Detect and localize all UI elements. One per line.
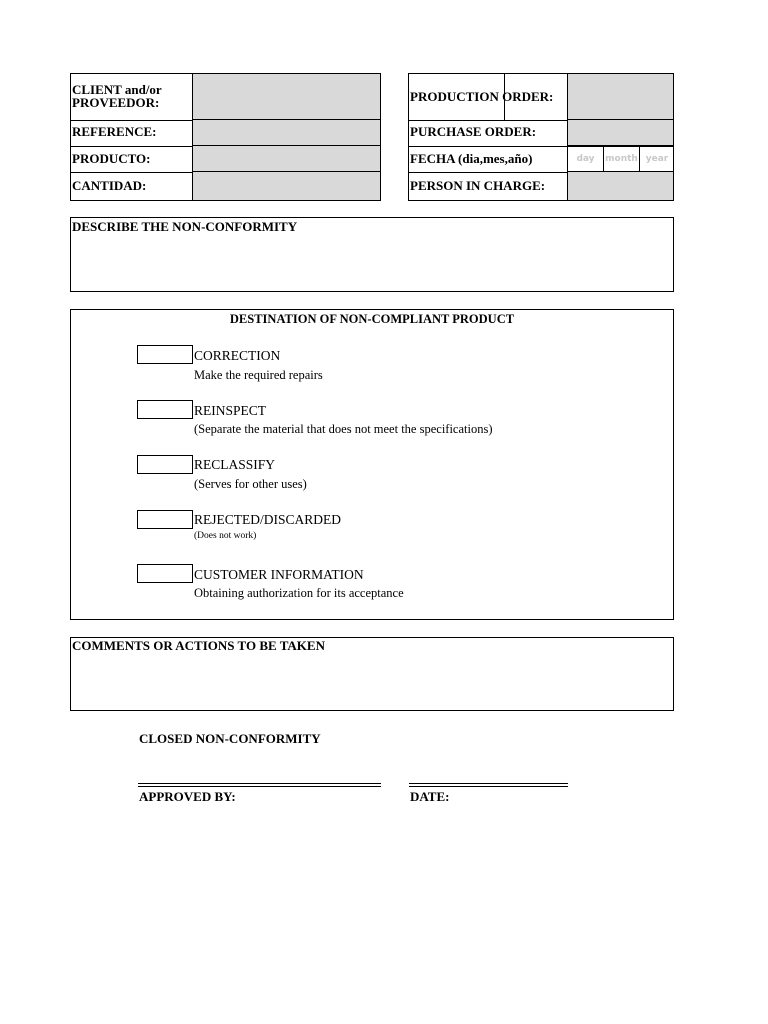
client-proveedor-label: CLIENT and/or PROVEEDOR:: [72, 82, 162, 110]
purchase-order-label: PURCHASE ORDER:: [410, 124, 537, 139]
customer-information-checkbox[interactable]: [137, 564, 193, 583]
cantidad-label: CANTIDAD:: [72, 178, 147, 193]
date-month-field[interactable]: month: [605, 154, 638, 164]
date-day-field[interactable]: day: [576, 154, 595, 164]
person-in-charge-field[interactable]: [567, 171, 674, 201]
person-in-charge-label: PERSON IN CHARGE:: [410, 178, 546, 193]
correction-checkbox[interactable]: [137, 345, 193, 364]
cantidad-field[interactable]: [192, 171, 381, 201]
describe-nonconformity-title: DESCRIBE THE NON-CONFORMITY: [72, 219, 298, 234]
correction-option-label: CORRECTION: [194, 348, 281, 363]
date-year-field[interactable]: year: [645, 154, 669, 164]
rejected-discarded-option-label: REJECTED/DISCARDED: [194, 512, 342, 527]
rejected-discarded-checkbox[interactable]: [137, 510, 193, 529]
correction-option-desc: Make the required repairs: [194, 368, 323, 382]
reinspect-checkbox[interactable]: [137, 400, 193, 419]
approved-by-label: APPROVED BY:: [139, 789, 236, 804]
production-order-field[interactable]: [567, 73, 674, 120]
reference-field[interactable]: [192, 119, 381, 146]
customer-information-option-label: CUSTOMER INFORMATION: [194, 567, 364, 582]
client-proveedor-field[interactable]: [192, 73, 381, 120]
customer-information-option-desc: Obtaining authorization for its acceptance: [194, 586, 404, 600]
producto-label: PRODUCTO:: [72, 151, 151, 166]
closed-nonconformity-title: CLOSED NON-CONFORMITY: [139, 731, 321, 746]
reinspect-option-label: REINSPECT: [194, 403, 267, 418]
rejected-discarded-option-desc: (Does not work): [194, 531, 257, 541]
purchase-order-field[interactable]: [567, 119, 674, 146]
reinspect-option-desc: (Separate the material that does not meet the specifications): [194, 422, 493, 436]
date-signature-line[interactable]: [409, 783, 568, 787]
destination-title: DESTINATION OF NON-COMPLIANT PRODUCT: [229, 312, 515, 326]
reclassify-checkbox[interactable]: [137, 455, 193, 474]
reclassify-option-label: RECLASSIFY: [194, 457, 276, 472]
producto-field[interactable]: [192, 145, 381, 172]
reference-label: REFERENCE:: [72, 124, 157, 139]
approved-by-signature-line[interactable]: [138, 783, 381, 787]
closing-date-label: DATE:: [410, 789, 450, 804]
comments-title: COMMENTS OR ACTIONS TO BE TAKEN: [72, 638, 325, 653]
fecha-label: FECHA (dia,mes,año): [410, 151, 533, 166]
production-order-label: PRODUCTION ORDER:: [410, 89, 554, 104]
reclassify-option-desc: (Serves for other uses): [194, 477, 307, 491]
